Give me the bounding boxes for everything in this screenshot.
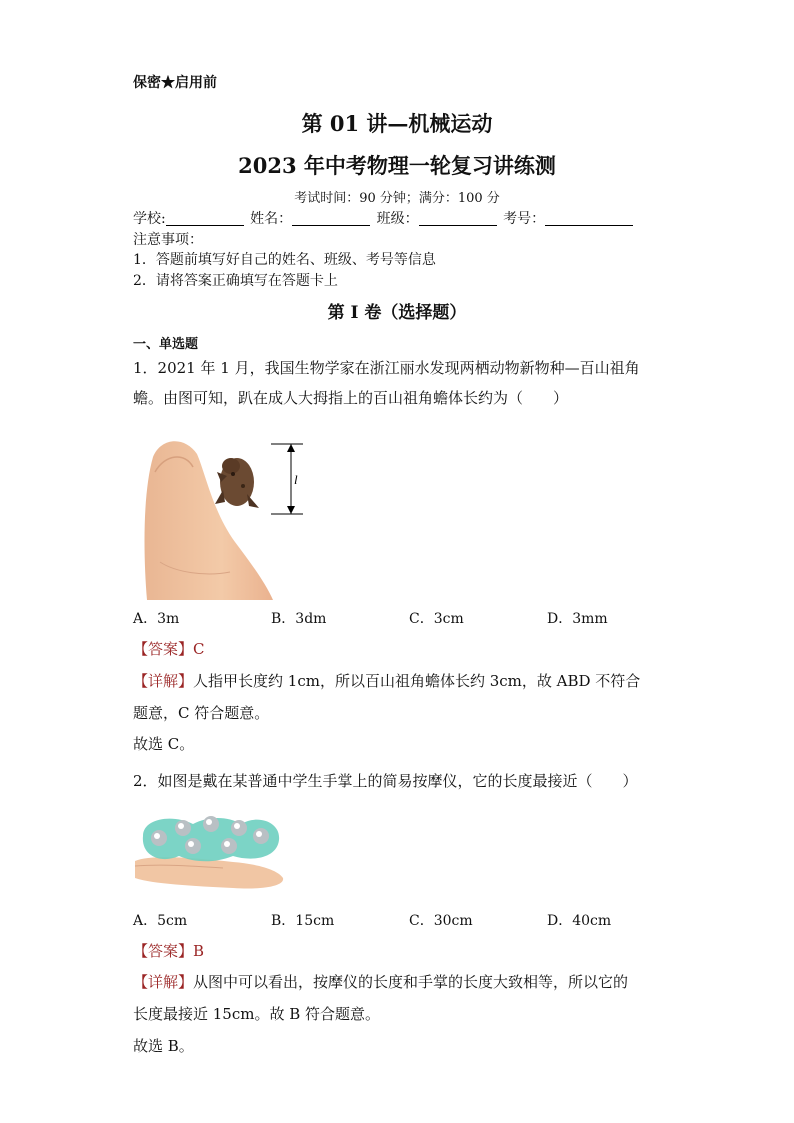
q1-detail-tag: 【详解】 — [133, 672, 194, 690]
notes-heading: 注意事项： — [133, 232, 203, 248]
q1-stem-line2: 蟾。由图可知，趴在成人大拇指上的百山祖角蟾体长约为（ ） — [133, 389, 569, 407]
massager-body — [143, 816, 279, 861]
q1-answer-tag: 【答案】 — [133, 640, 194, 658]
toad-shape — [215, 458, 259, 508]
name-label: 姓名： — [250, 211, 293, 227]
q2-option-a[interactable]: A．5cm — [133, 913, 188, 929]
q1-conclusion: 故选 C。 — [133, 735, 195, 753]
q2-answer — [133, 940, 204, 961]
q2-detail-tag: 【详解】 — [133, 973, 194, 991]
q1-option-a[interactable]: A．3m — [133, 611, 180, 627]
section-title: 一、单选题 — [133, 337, 199, 352]
thumb-toad-figure — [135, 432, 315, 602]
q2-detail-text1: 从图中可以看出，按摩仪的长度和手掌的长度大致相等，所以它的 — [193, 973, 629, 991]
student-info-row — [133, 208, 635, 228]
number-blank[interactable] — [545, 211, 633, 226]
name-blank[interactable] — [292, 211, 370, 226]
q2-answer-tag: 【答案】 — [133, 942, 194, 960]
q1-detail-line2: 题意，C 符合题意。 — [133, 704, 270, 722]
note-item-2: 2．请将答案正确填写在答题卡上 — [133, 273, 338, 289]
exam-title: 2023 年中考物理一轮复习讲练测 — [238, 153, 556, 178]
q2-detail-line1 — [133, 971, 628, 992]
q2-option-d[interactable]: D．40cm — [547, 913, 612, 929]
q1-stem-line1: 1．2021 年 1 月，我国生物学家在浙江丽水发现两栖动物新物种—百山祖角 — [133, 359, 640, 377]
q1-option-b[interactable]: B．3dm — [271, 611, 327, 627]
school-label: 学校: — [133, 211, 166, 227]
q2-option-b[interactable]: B．15cm — [271, 913, 335, 929]
lecture-title: 第 01 讲—机械运动 — [301, 111, 493, 136]
length-label-l: l — [294, 472, 298, 487]
q1-detail-text1: 人指甲长度约 1cm，所以百山祖角蟾体长约 3cm，故 ABD 不符合 — [193, 672, 641, 690]
q1-answer-value: C — [193, 640, 205, 658]
q1-option-d[interactable]: D．3mm — [547, 611, 608, 627]
q1-detail-line1 — [133, 670, 640, 691]
number-label: 考号： — [503, 211, 546, 227]
q2-conclusion: 故选 B。 — [133, 1037, 194, 1055]
q1-option-c[interactable]: C．3cm — [409, 611, 464, 627]
q1-answer — [133, 638, 205, 659]
part-title: 第 I 卷（选择题） — [327, 303, 467, 323]
confidential-label: 保密★启用前 — [133, 75, 217, 91]
class-label: 班级： — [376, 211, 419, 227]
exam-time: 考试时间：90 分钟；满分：100 分 — [294, 191, 500, 206]
class-blank[interactable] — [419, 211, 497, 226]
q2-stem-line1: 2．如图是戴在某普通中学生手掌上的简易按摩仪，它的长度最接近（ ） — [133, 772, 638, 790]
q2-answer-value: B — [193, 942, 205, 960]
q2-detail-line2: 长度最接近 15cm。故 B 符合题意。 — [133, 1005, 381, 1023]
q2-option-c[interactable]: C．30cm — [409, 913, 473, 929]
massager-figure — [133, 806, 285, 894]
note-item-1: 1．答题前填写好自己的姓名、班级、考号等信息 — [133, 252, 436, 268]
school-blank[interactable] — [166, 211, 244, 226]
thumb-shape — [145, 441, 273, 600]
